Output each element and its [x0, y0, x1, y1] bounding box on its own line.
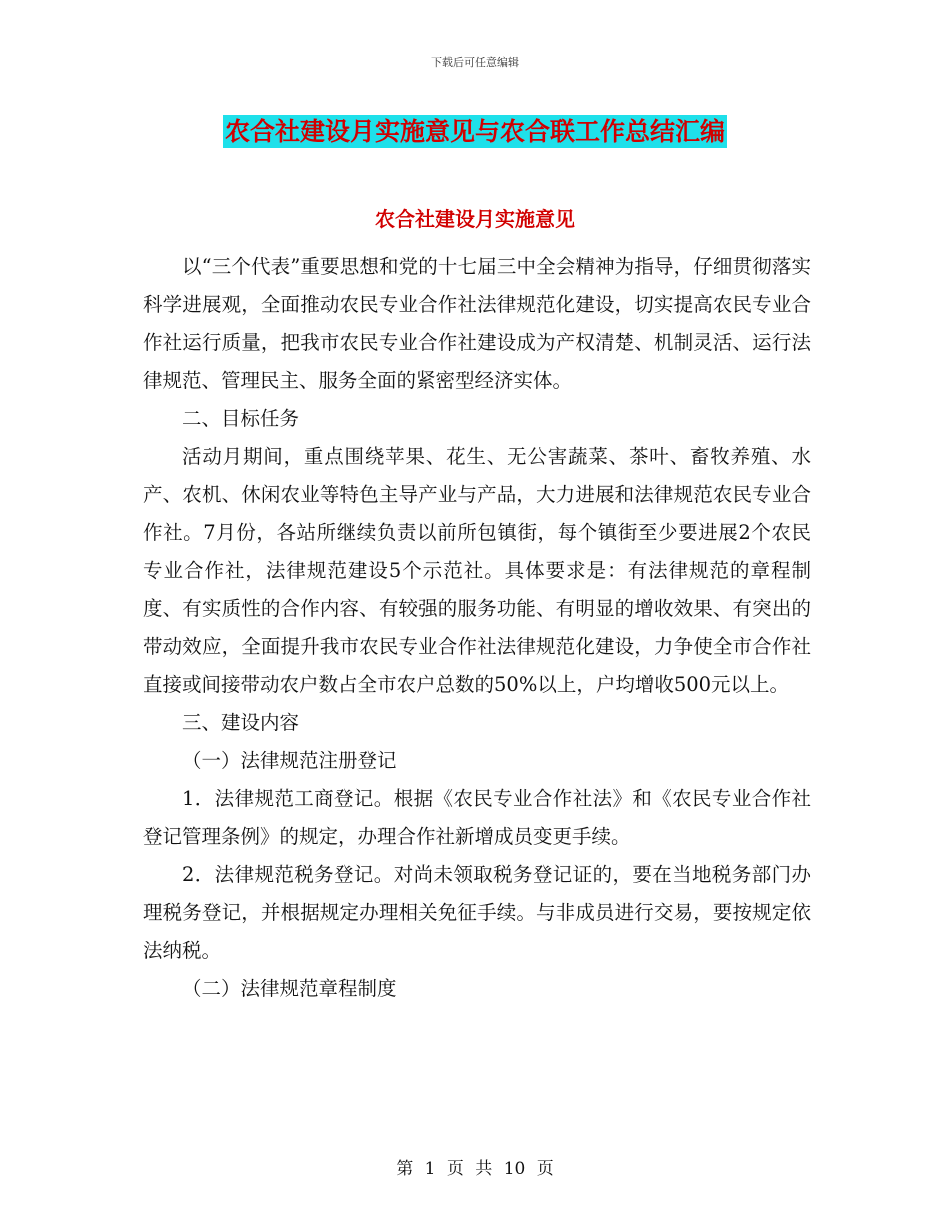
- heading-goals: 二、目标任务: [182, 407, 300, 430]
- section-title: 农合社建设月实施意见: [375, 207, 575, 231]
- heading-content: 三、建设内容: [182, 711, 300, 734]
- page-footer: 第 1 页 共 10 页: [396, 1159, 554, 1179]
- paragraph-goals: 活动月期间，重点围绕苹果、花生、无公害蔬菜、茶叶、畜牧养殖、水产、农机、休闲农业等特色主导产业与产品，大力进展和法律规范农民专业合作社。7月份，各站所继续负责以前所包镇街，每个镇街至少要进展2个农民专业合作社，法律规范建设5个示范社。具体要求是：有法律规范的章程制度、有实质性的合作内容、有较强的服务功能、有明显的增收效果、有突出的带动效应，全面提升我市农民专业合作社法律规范化建设，力争使全市合作社直接或间接带动农户数占全市农户总数的50%以上，户均增收500元以上。: [143, 445, 811, 696]
- paragraph-intro: 以“三个代表”重要思想和党的十七届三中全会精神为指导，仔细贯彻落实科学进展观，全面推动农民专业合作社法律规范化建设，切实提高农民专业合作社运行质量，把我市农民专业合作社建设成为产权清楚、机制灵活、运行法律规范、管理民主、服务全面的紧密型经济实体。: [143, 255, 811, 392]
- paragraph-business-registration: 1．法律规范工商登记。根据《农民专业合作社法》和《农民专业合作社登记管理条例》的规定，办理合作社新增成员变更手续。: [143, 787, 811, 848]
- document-title: [0, 112, 950, 148]
- document-body: [143, 248, 811, 1008]
- document-title-text: 农合社建设月实施意见与农合联工作总结汇编: [224, 117, 725, 146]
- paragraph-tax-registration: 2．法律规范税务登记。对尚未领取税务登记证的，要在当地税务部门办理税务登记，并根据规定办理相关免征手续。与非成员进行交易，要按规定依法纳税。: [143, 863, 811, 962]
- subheading-registration: （一）法律规范注册登记: [182, 749, 397, 772]
- subheading-charter: （二）法律规范章程制度: [182, 977, 397, 1000]
- header-note: 下载后可任意编辑: [431, 56, 519, 69]
